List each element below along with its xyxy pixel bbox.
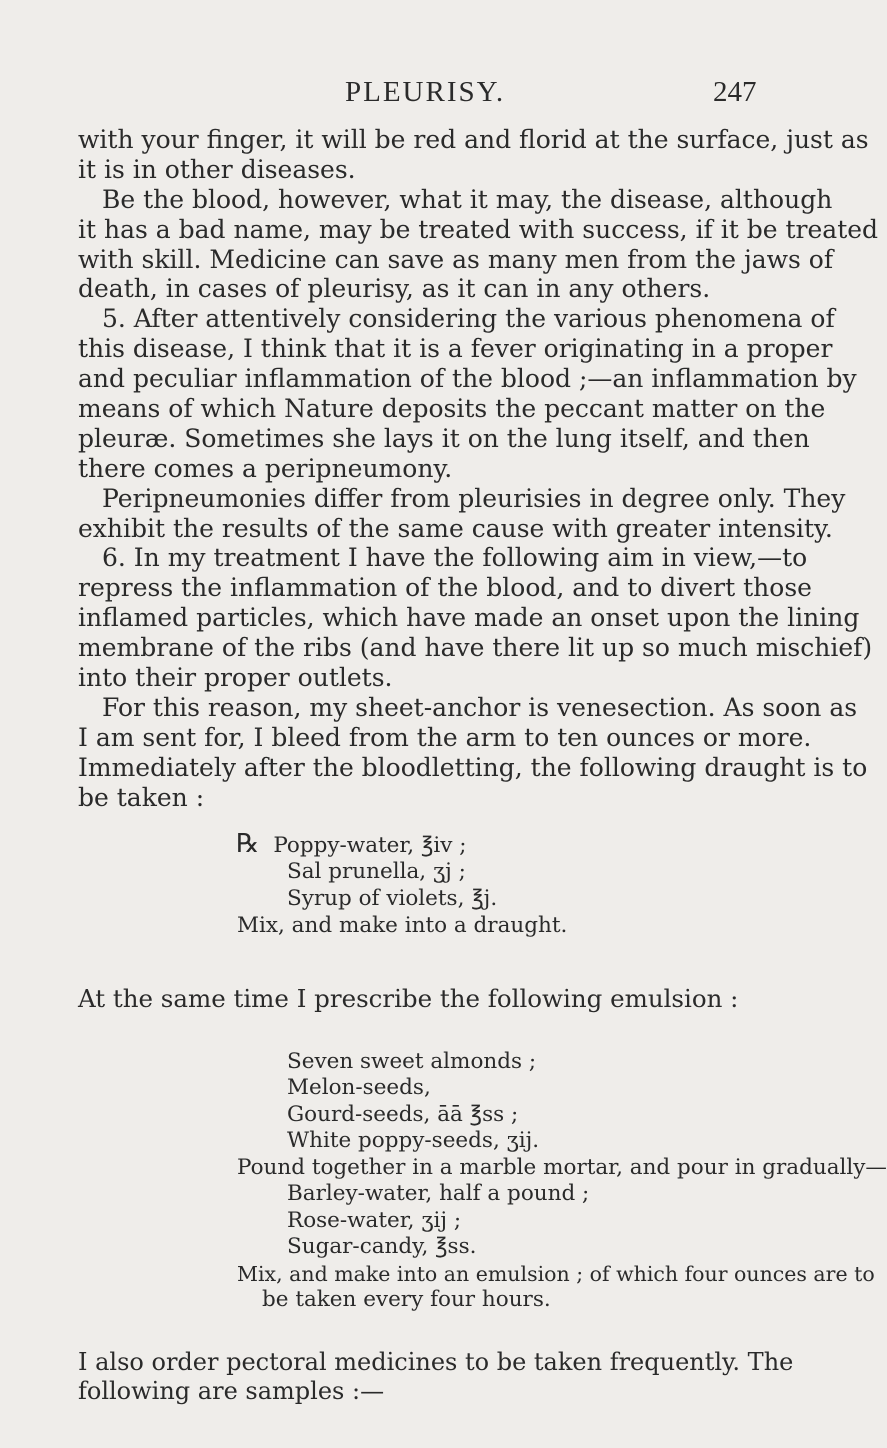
closing-line: I also order pectoral medicines to be taken frequently. The (78, 1347, 794, 1376)
text-line: exhibit the results of the same cause with greater intensity. (78, 513, 833, 543)
text-line: Immediately after the bloodletting, the following draught is to (78, 752, 868, 782)
closing-line: following are samples :— (78, 1376, 385, 1405)
text-line: 6. In my treatment I have the following aim in view,—to (102, 543, 808, 573)
running-head (0, 76, 800, 112)
recipe-ingredient: Sal prunella, ʒj ; (287, 858, 466, 884)
recipe-instruction: Mix, and make into an emulsion ; of which four ounces are to (237, 1261, 875, 1286)
text-line: pleuræ. Sometimes she lays it on the lung itself, and then (78, 423, 810, 453)
recipe-ingredient: Barley-water, half a pound ; (287, 1181, 590, 1207)
text-line: there comes a peripneumony. (78, 453, 453, 483)
text-line: death, in cases of pleurisy, as it can in any others. (78, 274, 711, 304)
transition-text: At the same time I prescribe the following emulsion : (78, 983, 739, 1013)
text-line: be taken : (78, 782, 205, 812)
recipe-ingredient: Melon-seeds, (287, 1075, 431, 1101)
text-line: Be the blood, however, what it may, the disease, although (102, 184, 833, 214)
recipe-instruction: be taken every four hours. (262, 1287, 551, 1313)
recipe-instruction: Pound together in a marble mortar, and pour in gradually— (237, 1154, 887, 1180)
text-line: with your finger, it will be red and florid at the surface, just as (78, 125, 869, 154)
text-line: with skill. Medicine can save as many men from the jaws of (78, 244, 834, 274)
text-line: inflamed particles, which have made an onset upon the lining (78, 603, 860, 633)
recipe-ingredient: Gourd-seeds, āā ℥ss ; (287, 1101, 519, 1127)
recipe-line (236, 828, 467, 859)
text-line: Peripneumonies differ from pleurisies in degree only. They (102, 483, 846, 513)
text-line: I am sent for, I bleed from the arm to ten ounces or more. (78, 722, 812, 752)
recipe-ingredient: Syrup of violets, ℥j. (287, 885, 498, 911)
body-text (78, 125, 879, 812)
text-line: repress the inflammation of the blood, and to divert those (78, 573, 812, 603)
text-line: this disease, I think that it is a fever originating in a proper (78, 334, 833, 364)
recipe-ingredient: Seven sweet almonds ; (287, 1048, 537, 1074)
text-line: membrane of the ribs (and have there lit up so much mischief) (78, 633, 873, 663)
text-line: it is in other diseases. (78, 154, 356, 184)
text-line: into their proper outlets. (78, 663, 393, 693)
recipe-ingredient: Poppy-water, ℥iv ; (273, 832, 467, 858)
text-line: it has a bad name, may be treated with success, if it be treated (78, 214, 879, 244)
recipe-ingredient: Sugar-candy, ℥ss. (287, 1234, 477, 1260)
recipe-instruction: Mix, and make into a draught. (237, 912, 568, 938)
text-line: 5. After attentively considering the various phenomena of (102, 304, 835, 334)
recipe-ingredient: White poppy-seeds, ʒij. (287, 1128, 540, 1154)
recipe-symbol: ℞ (236, 828, 260, 858)
text-line: For this reason, my sheet-anchor is venesection. As soon as (102, 692, 858, 722)
text-line: and peculiar inflammation of the blood ;—an inflammation by (78, 364, 857, 394)
recipe-ingredient: Rose-water, ʒij ; (287, 1207, 462, 1233)
running-title: PLEURISY. (345, 76, 506, 108)
page-number: 247 (713, 76, 757, 108)
text-line: means of which Nature deposits the peccant matter on the (78, 394, 826, 424)
